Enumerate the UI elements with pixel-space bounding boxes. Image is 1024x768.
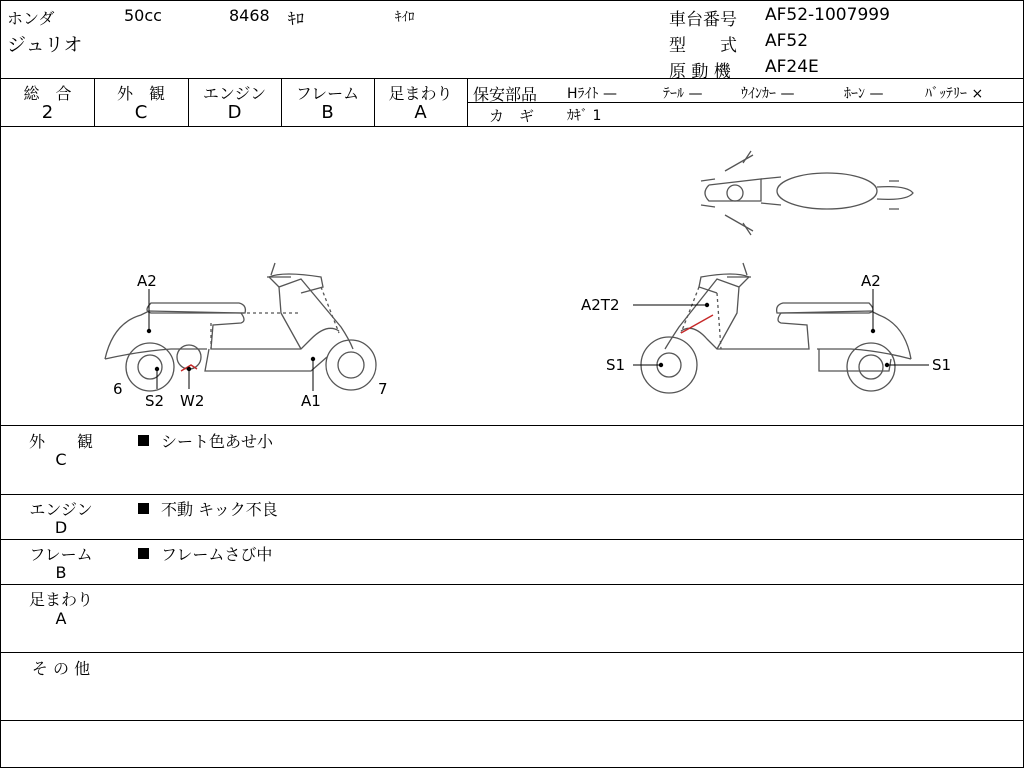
note-exterior-title: 外 観: [28, 432, 93, 451]
note-exterior-grade: C: [55, 450, 67, 469]
type-label: 型 式: [669, 36, 737, 56]
marker-dot: [659, 363, 663, 367]
frame-no: AF52-1007999: [765, 5, 890, 25]
safety-battery: ﾊﾞｯﾃﾘｰ ×: [925, 86, 984, 102]
maker: ホンダ: [7, 9, 55, 28]
note-frame-grade: B: [55, 563, 67, 582]
engine-no-label: 原 動 機: [669, 62, 731, 82]
note-exterior-item: シート色あせ小: [138, 429, 273, 452]
label-s1-rear: S1: [932, 356, 952, 374]
divider: [1, 539, 1023, 540]
mileage-note: ｷｲﾛ: [395, 10, 415, 25]
label-a2-left: A2: [137, 272, 157, 290]
divider: [1, 652, 1023, 653]
note-suspension-grade: A: [55, 609, 67, 628]
bullet-square-icon: [138, 548, 149, 559]
engine-no: AF24E: [765, 57, 819, 77]
grade-engine-value: D: [227, 102, 242, 123]
marker-dot: [155, 367, 159, 371]
label-a2-right: A2: [861, 272, 881, 290]
safety-title: 保安部品: [473, 85, 538, 104]
model-name: ジュリオ: [7, 34, 83, 56]
key-label: カ ギ: [489, 107, 535, 125]
label-s2: S2: [145, 392, 165, 410]
marker-dot: [147, 329, 151, 333]
note-frame-title: フレーム: [29, 545, 93, 564]
grade-exterior-value: C: [134, 102, 148, 123]
mileage-unit: ｷﾛ: [288, 9, 305, 28]
displacement: 50cc: [124, 6, 162, 25]
grade-engine-label: エンジン: [202, 84, 267, 103]
label-w2: W2: [180, 392, 205, 410]
divider: [1, 584, 1023, 585]
bullet-square-icon: [138, 503, 149, 514]
marker-dot: [311, 357, 315, 361]
label-6: 6: [113, 380, 123, 398]
marker-dot: [187, 367, 191, 371]
safety-winker: ｳｲﾝｶｰ —: [741, 86, 795, 102]
key-value: ｶｷﾞ 1: [567, 108, 602, 124]
divider: [1, 425, 1023, 426]
grade-overall-label: 総 合: [23, 84, 72, 103]
label-a1: A1: [301, 392, 321, 410]
safety-headlight: Hﾗｲﾄ —: [567, 86, 617, 102]
marker-dot: [885, 363, 889, 367]
marker-dot: [705, 303, 709, 307]
divider: [1, 78, 1023, 79]
grade-frame-value: B: [321, 102, 334, 123]
label-a2t2: A2T2: [581, 296, 620, 314]
safety-horn: ﾎｰﾝ —: [844, 86, 884, 102]
note-frame-item: フレームさび中: [138, 542, 272, 565]
marker-dot: [871, 329, 875, 333]
scooter-diagram: [1, 127, 1023, 425]
scooter-top-view: [701, 151, 913, 235]
grade-overall-value: 2: [41, 102, 54, 123]
mileage: 8468: [229, 6, 270, 25]
grade-suspension-value: A: [414, 102, 427, 123]
label-s1-front: S1: [606, 356, 626, 374]
grade-frame-label: フレーム: [295, 84, 360, 103]
frame-no-label: 車台番号: [669, 10, 737, 30]
note-suspension-title: 足まわり: [28, 590, 93, 609]
note-engine-grade: D: [54, 518, 68, 537]
divider: [1, 720, 1023, 721]
note-engine-title: エンジン: [29, 500, 93, 519]
type-value: AF52: [765, 31, 809, 51]
bullet-square-icon: [138, 435, 149, 446]
grade-suspension-label: 足まわり: [388, 84, 453, 103]
note-other-title: そ の 他: [31, 659, 91, 678]
label-7: 7: [378, 380, 388, 398]
divider: [1, 494, 1023, 495]
note-engine-item: 不動 キック不良: [138, 497, 278, 520]
safety-taillight: ﾃｰﾙ —: [663, 86, 703, 102]
grade-exterior-label: 外 観: [116, 84, 165, 103]
